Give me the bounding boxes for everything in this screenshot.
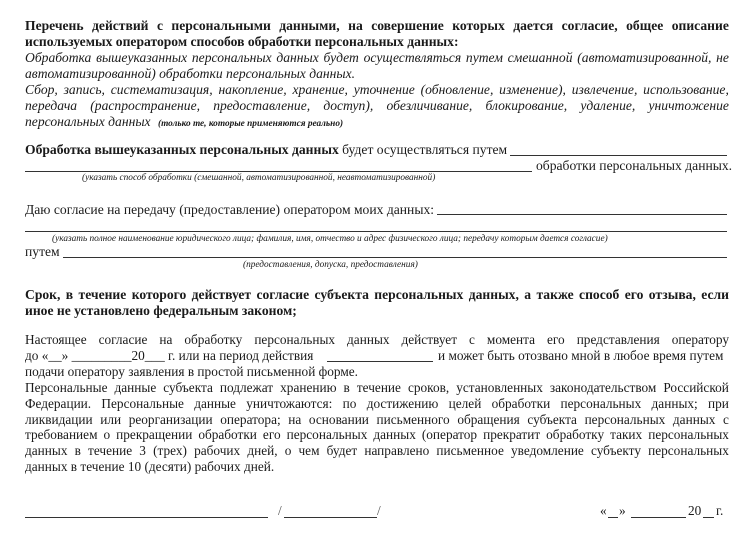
processing-label-bold: Обработка вышеуказанных персональных данных — [25, 142, 339, 157]
word: персональных — [648, 443, 729, 459]
word: также — [536, 287, 574, 302]
word: письменное — [436, 443, 504, 459]
word: оператора; — [220, 411, 281, 427]
processing-method-field-1[interactable] — [510, 155, 727, 156]
word: описание — [671, 18, 729, 33]
word: Срок, — [25, 287, 61, 302]
word: 3 — [139, 443, 146, 459]
word: оператору — [671, 332, 729, 347]
word: запись, — [63, 82, 105, 97]
word: использование, — [643, 82, 729, 97]
word: извлечение, — [571, 82, 638, 97]
word: накопление, — [218, 82, 287, 97]
word: уточнение — [353, 82, 415, 97]
word: если — [701, 287, 729, 302]
word: субъекту — [590, 443, 641, 459]
word: передача — [25, 98, 78, 113]
word: Персональные — [101, 395, 184, 411]
section1-italic-line2: автоматизированной) обработки персональных данных. — [25, 66, 356, 81]
date-open-quote: « — [600, 503, 607, 518]
word: будет — [326, 443, 358, 459]
word: персональных — [254, 332, 336, 347]
storage-paragraph-line — [25, 380, 729, 396]
transfer-recipient-field-2[interactable] — [25, 231, 727, 232]
word: субъекта — [163, 380, 213, 395]
storage-paragraph-line — [25, 412, 729, 428]
word: при — [708, 395, 729, 411]
transfer-method-hint: (предоставления, допуска, предоставления) — [243, 260, 418, 270]
word: подлежат — [219, 380, 274, 395]
word: установленных — [456, 380, 543, 395]
word: персональных — [191, 50, 272, 65]
actions-tail: персональных данных — [25, 114, 151, 129]
word: течение — [78, 287, 127, 302]
signature-slash-close: / — [377, 503, 381, 518]
word: на — [288, 411, 302, 427]
word: действует — [401, 332, 458, 347]
word: данных; — [651, 395, 698, 411]
word: смешанной — [507, 50, 573, 65]
word: на — [159, 332, 173, 347]
word: прекратит — [483, 427, 541, 443]
word: данными, — [279, 18, 340, 33]
word: в — [343, 380, 350, 395]
name-decoding-field[interactable] — [284, 517, 377, 518]
date-year-prefix: 20 — [688, 503, 702, 518]
word: или — [100, 411, 122, 427]
word: обработку — [184, 332, 243, 347]
word: обработки — [198, 427, 257, 443]
term-para1-line1 — [25, 332, 729, 348]
transfer-method-label: путем — [25, 244, 60, 259]
processing-hint: (указать способ обработки (смешанной, автоматизированной, неавтоматизированной) — [82, 173, 436, 183]
section2-heading-line2: иное не установлено федеральным законом; — [25, 303, 297, 318]
word: данных — [672, 411, 716, 427]
date-month-field[interactable] — [631, 517, 686, 518]
word: путем — [465, 50, 503, 65]
word: ликвидации — [25, 411, 93, 427]
word: а — [524, 287, 532, 302]
word: Обработка — [25, 50, 92, 65]
word: требованием — [25, 427, 98, 443]
word: данные — [114, 380, 157, 395]
word: субъекта — [314, 287, 369, 302]
word: персональных — [560, 395, 642, 411]
processing-label-rest: будет осуществляться путем — [338, 142, 508, 157]
storage-paragraph-line — [25, 427, 729, 443]
word: данных — [276, 50, 319, 65]
processing-label — [25, 141, 507, 158]
word: основании — [308, 411, 369, 427]
section1-italic-line1 — [25, 49, 729, 66]
word: общее — [626, 18, 664, 33]
word: Российской — [663, 380, 729, 395]
word: осуществляться — [363, 50, 462, 65]
word: субъекта — [527, 411, 577, 427]
word: Федерации. — [25, 395, 92, 411]
word: прекращении — [116, 427, 193, 443]
word: согласие, — [561, 18, 618, 33]
word: не — [716, 50, 729, 65]
word: вышеуказанных — [96, 50, 188, 65]
word: (оператор — [421, 427, 478, 443]
word: сроков, — [407, 380, 450, 395]
word: действий — [92, 18, 149, 33]
word: изменение), — [499, 82, 566, 97]
word: течение — [356, 380, 401, 395]
word: данных — [25, 443, 68, 459]
section1-italic-line5 — [25, 113, 343, 130]
word: его — [547, 332, 565, 347]
word: реорганизации — [128, 411, 213, 427]
word: блокирование, — [485, 98, 568, 113]
word: уничтожаются: — [246, 395, 333, 411]
word: дней, — [247, 443, 278, 459]
word: согласие — [98, 332, 148, 347]
word: целей — [448, 395, 482, 411]
word: удаление, — [580, 98, 636, 113]
word: действует — [191, 287, 252, 302]
word: персональных — [286, 427, 368, 443]
word: хранению — [280, 380, 337, 395]
word: в — [65, 287, 74, 302]
word: чем — [298, 443, 320, 459]
word: представления — [576, 332, 660, 347]
date-year-field[interactable] — [703, 517, 714, 518]
word: которых — [452, 18, 505, 33]
word: обработку — [546, 427, 605, 443]
word: (трех) — [153, 443, 187, 459]
section1-italic-line3 — [25, 81, 729, 98]
word: о — [103, 427, 111, 443]
word: которого — [131, 287, 187, 302]
word: персональных — [648, 427, 729, 443]
term-para1-line2-suffix: и может быть отозвано мной в любое время путем — [438, 348, 724, 363]
processing-line2-suffix: обработки персональных данных. — [536, 158, 733, 173]
word: систематизация, — [110, 82, 213, 97]
word: уничтожение — [648, 98, 729, 113]
word: отзыва, — [648, 287, 696, 302]
date-close-quote: » — [619, 503, 626, 518]
signature-slash-open: / — [278, 503, 282, 518]
section1-italic-line4 — [25, 97, 729, 114]
word: предоставление, — [213, 98, 311, 113]
word: с — [469, 332, 475, 347]
storage-paragraph-line — [25, 396, 729, 412]
word: доступ), — [323, 98, 374, 113]
storage-last-line: данных в течение 10 (десяти) рабочих дней. — [25, 459, 275, 474]
word: персональными — [171, 18, 271, 33]
term-para1-line2-prefix: до «__» _________20___ г. или на период действия — [25, 348, 314, 363]
word: обработки — [491, 395, 551, 411]
word: Перечень — [25, 18, 84, 33]
section1-heading-line2: используемых оператором способов обработки персональных данных: — [25, 34, 459, 49]
word: способ — [579, 287, 620, 302]
actions-note: (только те, которые применяются реально) — [157, 119, 344, 129]
word: с — [723, 411, 729, 427]
word: будет — [323, 50, 359, 65]
word: обращения — [457, 411, 520, 427]
word: данных — [373, 427, 416, 443]
word: данных — [347, 332, 390, 347]
word: персональных — [584, 411, 666, 427]
word: течение — [88, 443, 133, 459]
transfer-hint: (указать полное наименование юридического лица; фамилия, имя, отчество и адрес физического лица; передачу которым дается согласие) — [52, 234, 608, 244]
word: его — [624, 287, 644, 302]
word: на — [348, 18, 363, 33]
word: письменного — [376, 411, 450, 427]
word: достижению — [366, 395, 439, 411]
word: рабочих — [194, 443, 241, 459]
date-year-suffix: г. — [716, 503, 724, 518]
word: Настоящее — [25, 332, 87, 347]
word: согласие — [256, 287, 310, 302]
storage-paragraph-line — [25, 443, 729, 459]
word: в — [74, 443, 81, 459]
word: Сбор, — [25, 82, 58, 97]
word: совершение — [371, 18, 444, 33]
date-day-field[interactable] — [608, 517, 618, 518]
word: Персональные — [25, 380, 108, 395]
word: данные — [194, 395, 236, 411]
word: (автоматизированной, — [577, 50, 712, 65]
word: с — [156, 18, 163, 33]
word: направлено — [364, 443, 430, 459]
word: персональных — [374, 287, 464, 302]
word: дается — [513, 18, 554, 33]
word: уведомление — [511, 443, 584, 459]
term-period-field[interactable] — [327, 361, 433, 362]
transfer-method-field[interactable] — [63, 257, 727, 258]
word: данных, — [468, 287, 519, 302]
word: его — [262, 427, 281, 443]
section1-heading-line1 — [25, 17, 729, 34]
word: хранение, — [292, 82, 348, 97]
word: момента — [486, 332, 536, 347]
word: (распространение, — [90, 98, 201, 113]
word: по — [342, 395, 357, 411]
word: о — [284, 443, 292, 459]
transfer-recipient-field-1[interactable] — [437, 214, 727, 215]
section2-heading-line1 — [25, 286, 729, 303]
term-para1-line3: подачи оператору заявления в простой письменной форме. — [25, 364, 358, 379]
word: законодательством — [549, 380, 657, 395]
word: обезличивание, — [386, 98, 473, 113]
word: таких — [610, 427, 643, 443]
signature-field[interactable] — [25, 517, 268, 518]
word: (обновление, — [420, 82, 494, 97]
transfer-label: Даю согласие на передачу (предоставление) оператором моих данных: — [25, 202, 435, 217]
